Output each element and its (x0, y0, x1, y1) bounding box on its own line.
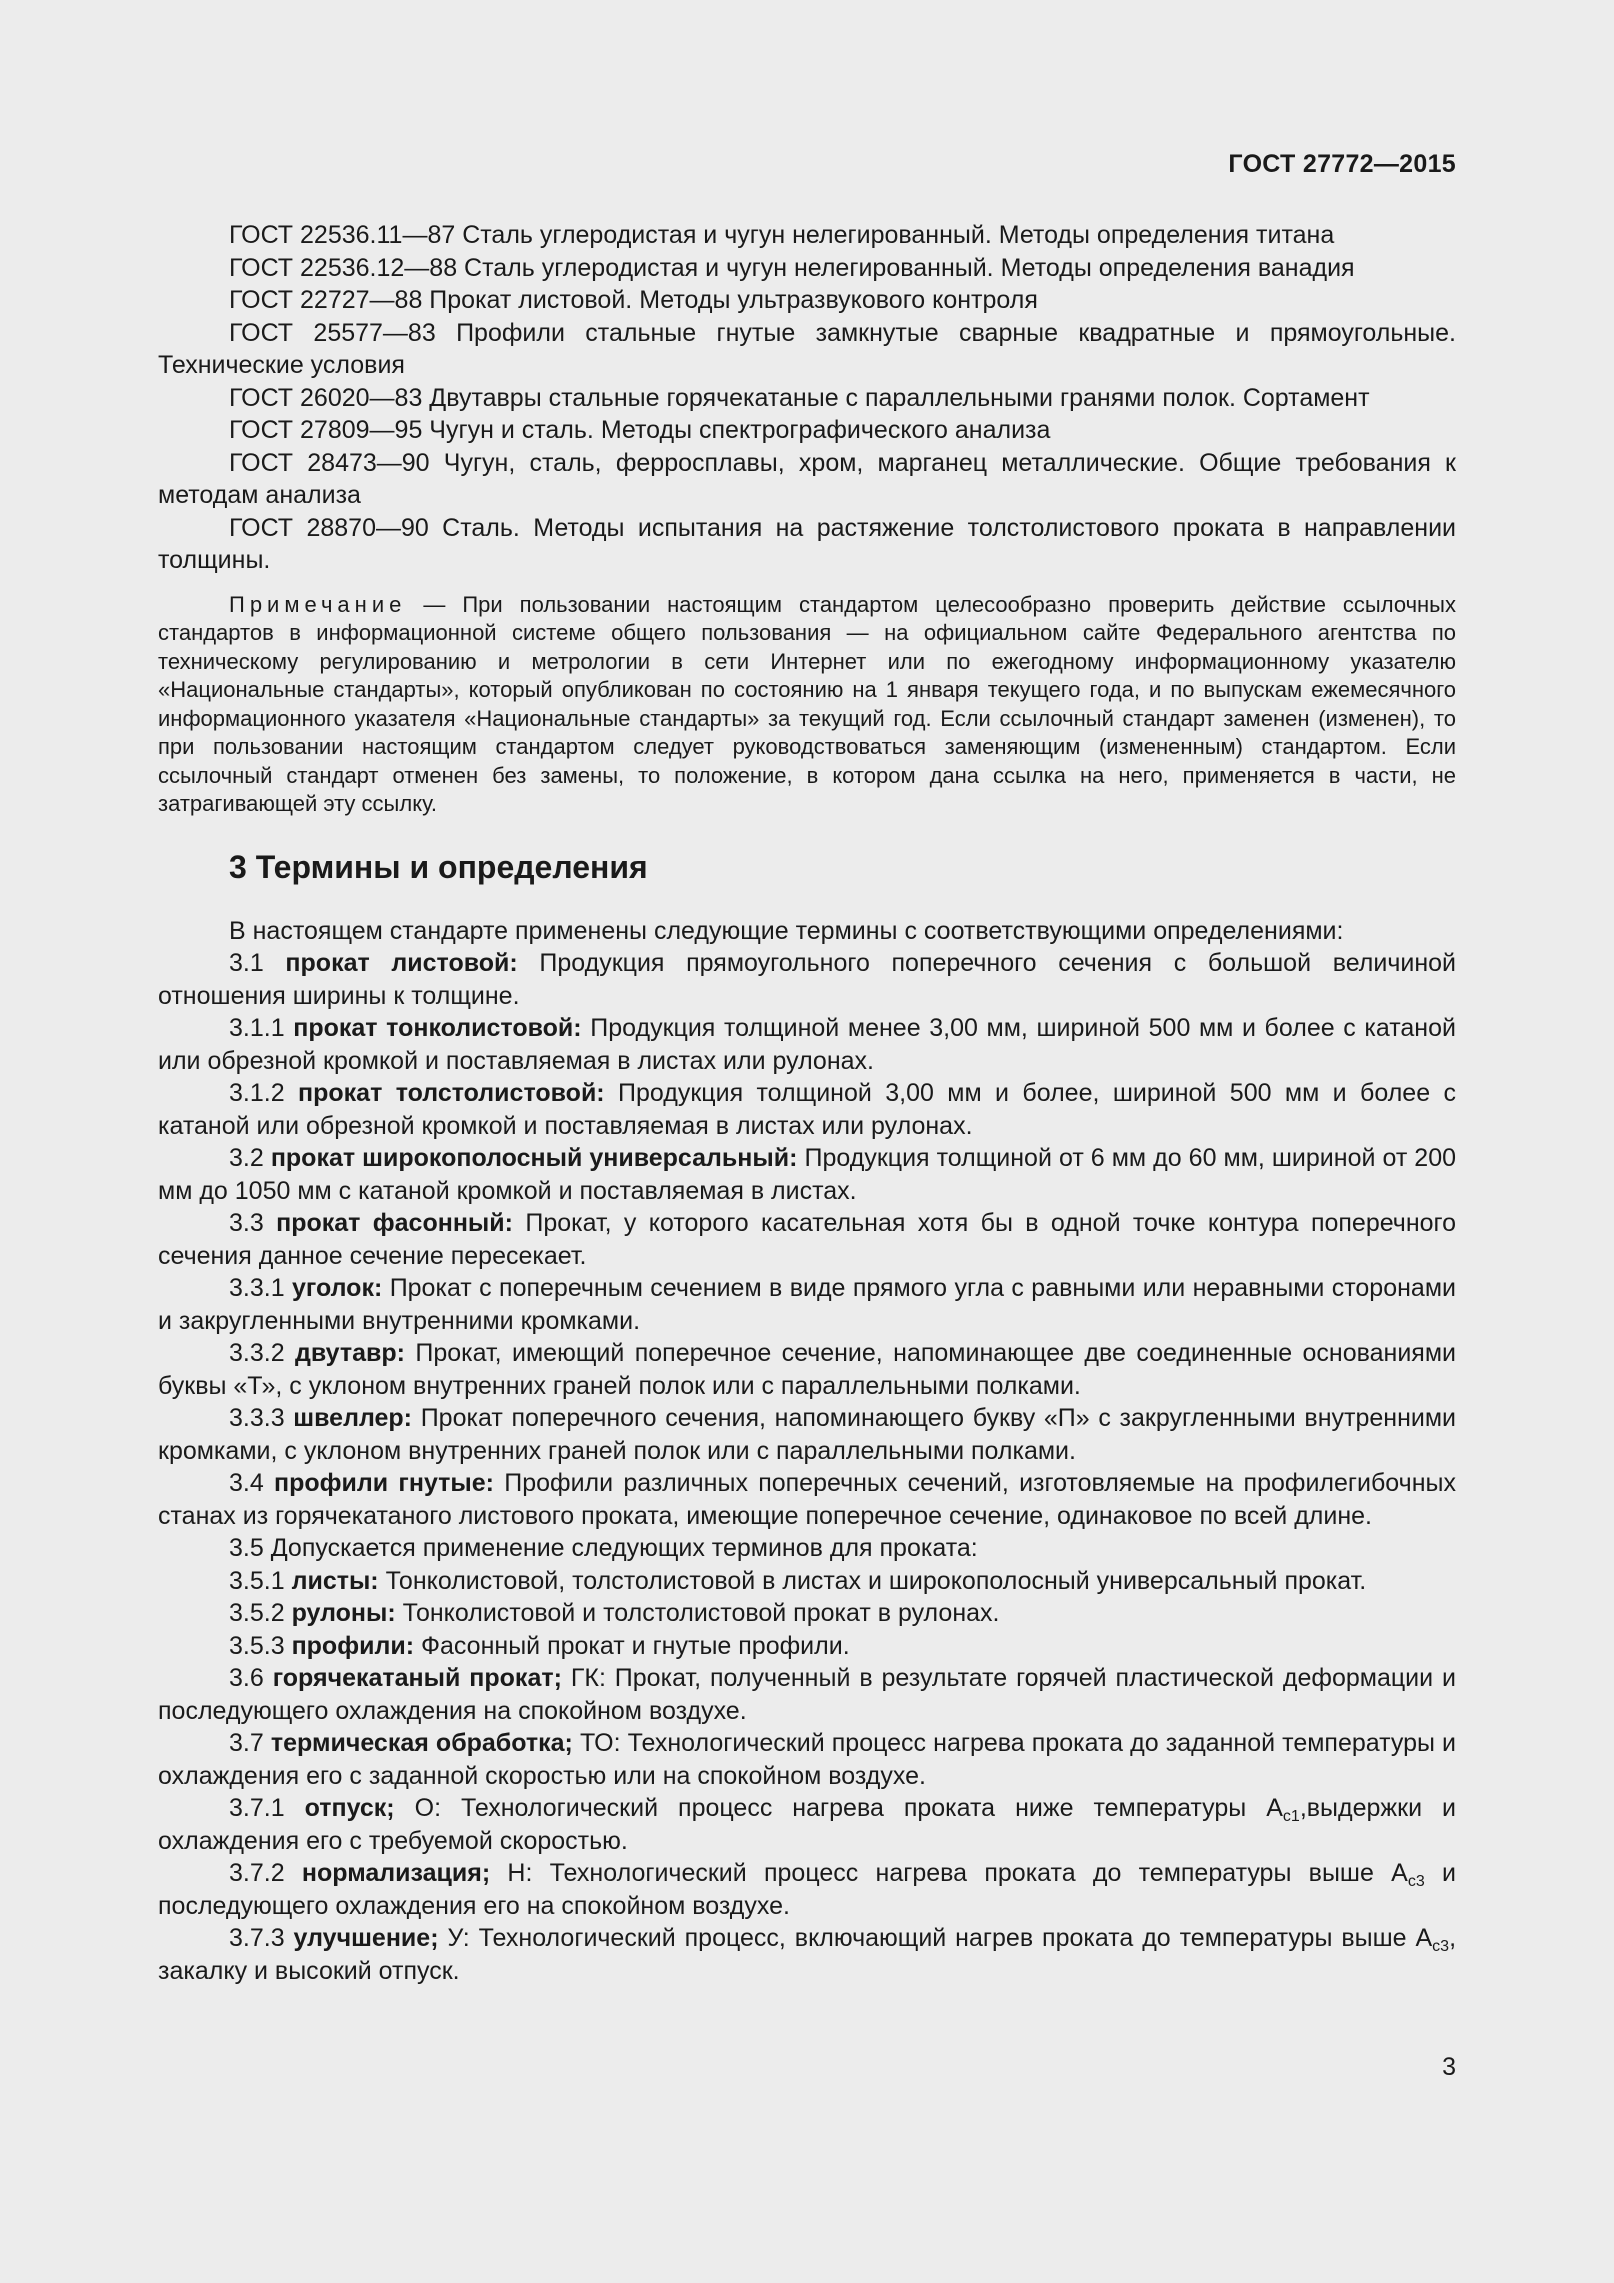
temperature-subscript: c3 (1407, 1873, 1425, 1890)
term-number: 3.5.3 (229, 1631, 285, 1660)
term-item (158, 1077, 1456, 1142)
term-name: швеллер: (293, 1404, 413, 1432)
term-definition: Прокат с поперечным сечением в виде прямого угла с равными или неравными сторонами и закругленными внутренними кромками. (158, 1274, 1456, 1335)
term-item (158, 947, 1456, 1012)
term-name: отпуск; (304, 1794, 395, 1822)
term-number: 3.3.1 (229, 1274, 285, 1302)
term-number: 3.7.1 (229, 1794, 285, 1822)
reference-item: ГОСТ 28473—90 Чугун, сталь, ферросплавы, хром, марганец металлические. Общие требования к методам анализа (158, 448, 1456, 509)
reference-item: ГОСТ 28870—90 Сталь. Методы испытания на растяжение толстолистового проката в направлении толщины. (158, 513, 1456, 574)
term-name: профили гнутые: (274, 1469, 494, 1497)
term-definition-end: ,выдержки и охлаждения его с требуемой скоростью. (158, 1794, 1456, 1855)
term-number: 3.3 (229, 1209, 264, 1237)
term-definition-end: и последующего охлаждения его на спокойном воздухе. (158, 1859, 1456, 1920)
term-number: 3.2 (229, 1144, 264, 1172)
term-definition: Продукция прямоугольного поперечного сечения с большой величиной отношения ширины к толщине. (158, 949, 1456, 1010)
term-item (158, 1630, 1456, 1663)
note-label: Примечание (229, 591, 407, 617)
term-definition: Продукция толщиной 3,00 мм и более, шириной 500 мм и более с катаной или обрезной кромкой и поставляемая в листах или рулонах. (158, 1079, 1456, 1140)
term-definition: Фасонный прокат и гнутые профили. (420, 1631, 850, 1660)
term-name: прокат широкополосный универсальный: (270, 1144, 798, 1172)
document-code: ГОСТ 27772—2015 (1228, 150, 1456, 178)
term-definition: У: Технологический процесс, включающий нагрев проката до температуры выше A (447, 1924, 1433, 1952)
term-definition-end: , закалку и высокий отпуск. (158, 1924, 1457, 1985)
note-paragraph (158, 591, 1456, 819)
temperature-subscript: c3 (1432, 1938, 1450, 1955)
term-item (158, 1727, 1456, 1792)
terms-list (158, 947, 1456, 1987)
term-item (158, 1207, 1456, 1272)
term-item (158, 1565, 1456, 1598)
term-definition: Прокат, у которого касательная хотя бы в одной точке контура поперечного сечения данное сечение пересекает. (158, 1209, 1457, 1270)
term-number: 3.5 (229, 1534, 264, 1562)
term-name: прокат толстолистовой: (298, 1079, 605, 1107)
term-item (158, 1402, 1456, 1467)
term-name: двутавр: (295, 1339, 405, 1367)
term-definition: Продукция толщиной менее 3,00 мм, шириной 500 мм и более с катаной или обрезной кромкой и поставляемая в листах или рулонах. (158, 1014, 1456, 1075)
term-name: листы: (291, 1566, 379, 1595)
term-number: 3.3.2 (229, 1339, 285, 1367)
term-name: нормализация; (301, 1859, 491, 1887)
reference-item: ГОСТ 26020—83 Двутавры стальные горячекатаные с параллельными гранями полок. Сортамент (229, 383, 1370, 412)
reference-item: ГОСТ 22536.12—88 Сталь углеродистая и чугун нелегированный. Методы определения ванадия (229, 253, 1355, 282)
term-definition: ГК: Прокат, полученный в результате горячей пластической деформации и последующего охлаждения на спокойном воздухе. (158, 1664, 1456, 1725)
term-number: 3.1 (229, 949, 264, 977)
section-title: 3 Термины и определения (229, 848, 648, 885)
term-definition: Тонколистовой, толстолистовой в листах и широкополосный универсальный прокат. (385, 1566, 1367, 1595)
note-text: — При пользовании настоящим стандартом целесообразно проверить действие ссылочных стандартов в информационной системе общего пользования — на официальном сайте Федерального агентства по техническому регулированию и метрологии в сети Интернет или по ежегодному информационному указателю «Национальные стандарты», который опубликован по состоянию на 1 января текущего года, и по выпускам ежемесячного информационного указателя «Национальные стандарты» за текущий год. Если ссылочный стандарт заменен (изменен), то при пользовании настоящим стандартом следует руководствоваться заменяющим (измененным) стандартом. Если ссылочный стандарт отменен без замены, то положение, в котором дана ссылка на него, применяется в части, не затрагивающей эту ссылку. (158, 591, 1456, 816)
term-item (158, 1142, 1456, 1207)
reference-item: ГОСТ 22536.11—87 Сталь углеродистая и чугун нелегированный. Методы определения титана (229, 221, 1335, 249)
reference-item: ГОСТ 25577—83 Профили стальные гнутые замкнутые сварные квадратные и прямоугольные. Технические условия (158, 318, 1456, 379)
term-name: рулоны: (291, 1599, 396, 1627)
term-item (158, 1467, 1456, 1532)
page-number: 3 (1442, 2053, 1456, 2081)
term-item (158, 1337, 1456, 1402)
term-name: термическая обработка; (270, 1729, 573, 1757)
term-item (158, 1012, 1456, 1077)
term-item (158, 1922, 1456, 1987)
term-item (158, 1662, 1456, 1727)
term-name: прокат листовой: (285, 949, 518, 977)
term-name: уголок: (292, 1274, 383, 1302)
term-number: 3.3.3 (229, 1404, 285, 1432)
term-number: 3.5.1 (229, 1566, 285, 1595)
reference-item: ГОСТ 27809—95 Чугун и сталь. Методы спектрографического анализа (229, 416, 1051, 444)
term-definition: ТО: Технологический процесс нагрева проката до заданной температуры и охлаждения его с заданной скоростью или на спокойном воздухе. (158, 1729, 1457, 1790)
term-name: прокат тонколистовой: (293, 1014, 582, 1042)
page-content (158, 219, 1456, 1987)
term-number: 3.1.1 (229, 1014, 285, 1042)
term-definition: Н: Технологический процесс нагрева проката до температуры выше A (507, 1859, 1408, 1887)
term-number: 3.4 (229, 1469, 264, 1497)
term-name: профили: (291, 1631, 415, 1660)
term-definition: Допускается применение следующих терминов для проката: (270, 1534, 978, 1562)
term-item (158, 1857, 1456, 1922)
term-name: прокат фасонный: (276, 1209, 513, 1237)
term-item (158, 1272, 1456, 1337)
term-number: 3.7 (229, 1729, 264, 1757)
temperature-subscript: c1 (1282, 1808, 1300, 1825)
term-definition: О: Технологический процесс нагрева проката ниже температуры A (414, 1794, 1283, 1822)
term-definition: Профили различных поперечных сечений, изготовляемые на профилегибочных станах из горячекатаного листового проката, имеющие поперечное сечение, одинаковое по всей длине. (158, 1469, 1456, 1530)
term-number: 3.1.2 (229, 1079, 285, 1107)
reference-item: ГОСТ 22727—88 Прокат листовой. Методы ультразвукового контроля (229, 286, 1038, 314)
term-definition: Продукция толщиной от 6 мм до 60 мм, шириной от 200 мм до 1050 мм с катаной кромкой и поставляемая в листах. (158, 1144, 1457, 1205)
term-name: улучшение; (293, 1924, 439, 1952)
term-item (158, 1532, 1456, 1565)
term-definition: Прокат поперечного сечения, напоминающего букву «П» с закругленными внутренними кромками, с уклоном внутренних граней полок или с параллельными полками. (158, 1404, 1456, 1465)
term-definition: Тонколистовой и толстолистовой прокат в рулонах. (402, 1599, 1000, 1627)
term-number: 3.7.3 (229, 1924, 285, 1952)
term-name: горячекатаный прокат; (272, 1664, 562, 1692)
term-item (158, 1792, 1456, 1857)
references-list (158, 219, 1456, 577)
term-definition: Прокат, имеющий поперечное сечение, напоминающее две соединенные основаниями буквы «Т», с уклоном внутренних граней полок или с параллельными полками. (158, 1339, 1456, 1400)
section-intro: В настоящем стандарте применены следующие термины с соответствующими определениями: (229, 916, 1344, 945)
term-number: 3.5.2 (229, 1599, 285, 1627)
term-number: 3.7.2 (229, 1859, 285, 1887)
term-item (158, 1597, 1456, 1630)
term-number: 3.6 (229, 1664, 264, 1692)
